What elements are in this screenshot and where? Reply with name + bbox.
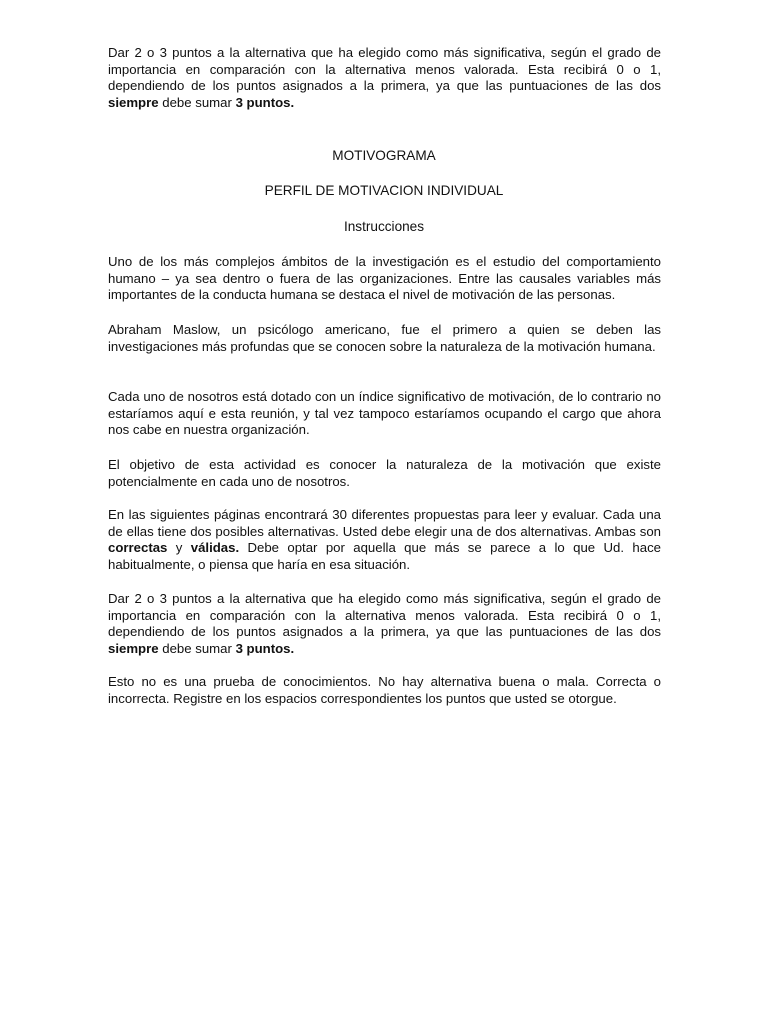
paragraph-propositions	[108, 507, 661, 573]
scoring-instructions-top	[108, 45, 661, 111]
bold-emphasis: 3 puntos.	[235, 640, 295, 656]
text-segment: debe sumar	[158, 640, 236, 656]
text-segment: En las siguientes páginas encontrará 30 diferentes propuestas para leer y evaluar. Cada una de ellas tiene dos posibles alternativas. Usted debe elegir una de dos alternativas. Ambas son	[108, 507, 661, 539]
paragraph-objective: El objetivo de esta actividad es conocer la naturaleza de la motivación que existe potencialmente en cada uno de nosotros.	[108, 457, 661, 489]
paragraph-motivation-index: Cada uno de nosotros está dotado con un índice significativo de motivación, de lo contrario no estaríamos aquí e esta reunión, y tal vez tampoco estaríamos ocupando el cargo que ahora nos cabe en nuestra organización.	[108, 389, 661, 437]
bold-emphasis: válidas.	[190, 540, 240, 555]
text-segment: Dar 2 o 3 puntos a la alternativa que ha elegido como más significativa, según el grado de importancia en comparación con la alternativa menos valorada. Esta recibirá 0 o 1, dependiendo de los puntos asignados a la primera, ya que las puntuaciones de las dos	[108, 591, 661, 639]
bold-emphasis: siempre	[108, 94, 159, 110]
document-title: MOTIVOGRAMA	[332, 148, 436, 163]
bold-emphasis: 3 puntos.	[235, 94, 295, 110]
text-segment: debe sumar	[158, 94, 236, 110]
text-segment: y	[167, 540, 191, 555]
paragraph-not-a-test: Esto no es una prueba de conocimientos. No hay alternativa buena o mala. Correcta o incorrecta. Registre en los espacios correspondientes los puntos que usted se otorgue.	[108, 674, 661, 706]
section-heading: Instrucciones	[343, 219, 425, 234]
text-segment: Dar 2 o 3 puntos a la alternativa que ha elegido como más significativa, según el grado de importancia en comparación con la alternativa menos valorada. Esta recibirá 0 o 1, dependiendo de los puntos asignados a la primera, ya que las puntuaciones de las dos	[108, 45, 661, 93]
text-segment: Debe optar por aquella que más se parece a lo que Ud. hace habitualmente, o piensa que haría en esa situación.	[108, 540, 661, 572]
paragraph-maslow: Abraham Maslow, un psicólogo americano, fue el primero a quien se deben las investigaciones más profundas que se conocen sobre la naturaleza de la motivación humana.	[108, 322, 661, 354]
bold-emphasis: siempre	[108, 640, 159, 656]
paragraph-intro: Uno de los más complejos ámbitos de la investigación es el estudio del comportamiento humano – ya sea dentro o fuera de las organizaciones. Entre las causales variables más importantes de la conducta humana se destaca el nivel de motivación de las personas.	[108, 254, 661, 302]
document-subtitle: PERFIL DE MOTIVACION INDIVIDUAL	[264, 183, 504, 198]
bold-emphasis: correctas	[108, 540, 168, 555]
scoring-instructions	[108, 591, 661, 657]
